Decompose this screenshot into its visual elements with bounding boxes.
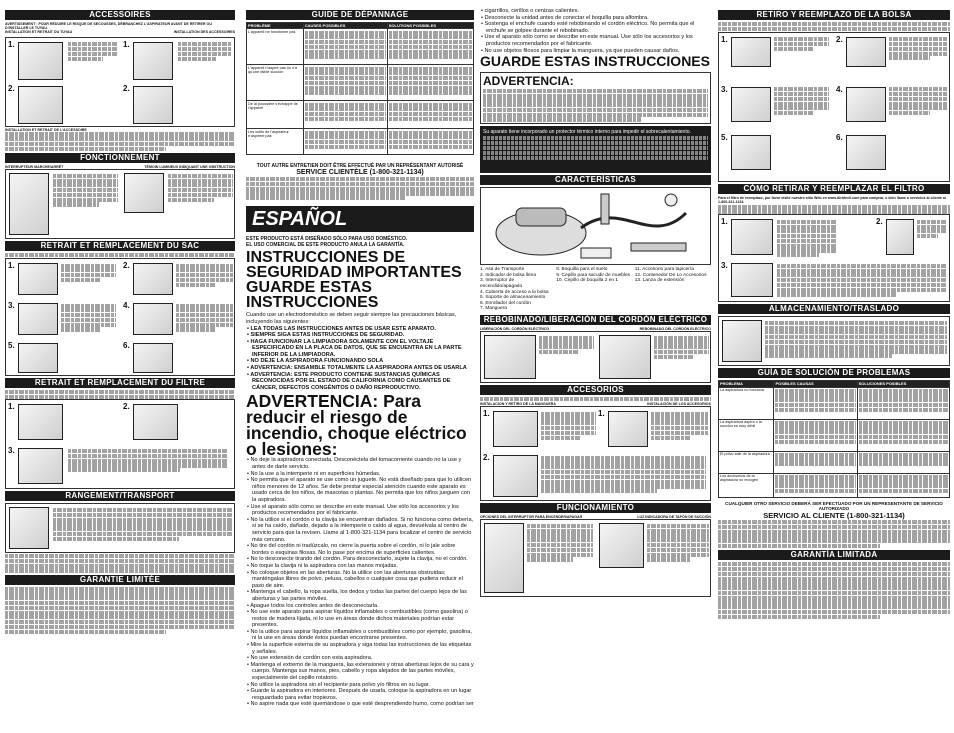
retrait-filtre-header: RETRAIT ET REMPLACEMENT DU FILTRE (5, 378, 235, 388)
retrait-filtre-illustrations: 1. 2. 3. (5, 399, 235, 489)
feature-item: 12. Contenedor De Lo Accesorios (634, 272, 707, 278)
depannage-table: PROBLÈME CAUSES POSSIBLES SOLUTIONS POSSIBLES L'appareil ne fonctionne pas L'appareil n'aspire pas ou n'a qu'une faible succion De la poussière s'échappe de l'appareil Les outils de l'aspirateur n'aspirent pas (246, 22, 474, 155)
guia-header: GUÍA DE SOLUCIÓN DE PROBLEMAS (718, 368, 950, 378)
safety-bullets (246, 326, 474, 392)
features-list (480, 267, 711, 312)
accessory-illustration-2 (133, 86, 173, 124)
bullet-item: • NO DEJE LA ASPIRADORA FUNCIONANDO SOLA (247, 358, 384, 365)
bullet-item: • LEA TODAS LAS INSTRUCCIONES ANTES DE USAR ESTE APARATO. (247, 325, 436, 332)
problem-row: Les outils de l'aspirateur n'aspirent pas (247, 129, 304, 155)
fonctionnement-header: FONCTIONNEMENT (5, 153, 235, 163)
rebobinado-header: REBOBINADO/LIBERACIÓN DEL CORDÓN ELÉCTRICO (480, 315, 711, 325)
bolsa-illustrations: 1. 2. 3. 4. 5. 6. (718, 32, 950, 182)
problem-row: El polvo sale de la aspiradora (719, 451, 774, 473)
bullet-item: • No deje la aspiradora conectada. Desconéctela del tomacorriente cuando no la use y antes de darle servicio. (247, 457, 462, 471)
switch-options-heading: OPCIONES DEL INTERRUPTOR PARA ENCENDER/APAGAR (480, 515, 583, 520)
feature-item: 11. Accesorio para tapicería (634, 267, 694, 273)
bullet-item: • Mantenga el extremo de la manguera, las extensiones y otras aberturas lejos de su cara y cuerpo. Mantenga sus manos, pies, cabello y ropa alejados de las partes móviles, especialmente del cepillo rotatorio. (247, 661, 474, 682)
service-line-es: CUALQUIER OTRO SERVICIO DEBERÁ SER EFECTUADO POR UN REPRESENTANTE DE SERVICIO AUTORIZADO (725, 500, 943, 511)
continued-bullets (480, 8, 711, 54)
bullet-item: • HAGA FUNCIONAR LA LIMPIADORA SOLAMENTE CON EL VOLTAJE ESPECIFICADO EN LA PLACA DE DATOS, QUE SE ENCUENTRA EN LA PARTE INFERIOR DE LA LIMPIADORA. (247, 338, 462, 358)
manguera-heading: INSTALACION Y RETIRO DE LA MANGUERA (480, 401, 556, 406)
espanol-banner: ESPAÑOL (246, 206, 474, 232)
funcionamiento-illustrations (480, 519, 711, 597)
hose-illustration-2 (18, 86, 63, 124)
bullet-item: • SIEMPRE SIGA ESTAS INSTRUCCIONES DE SEGURIDAD. (247, 332, 405, 339)
service-phone-es: SERVICIO AL CLIENTE (1-800-321-1134) (763, 510, 905, 520)
feature-item: 3. Interruptor de encendido/apagado (480, 278, 523, 289)
guarde-title: GUARDE ESTAS INSTRUCCIONES (480, 53, 710, 70)
accessoires-illustrations: 1. 1. 2. 2. (5, 37, 235, 127)
bullet-item: • No aspire nada que esté quemándose o que esté desprendiendo humo, como podrían ser (247, 701, 474, 708)
feature-item: 9. Cepillo para sacudir de muebles (556, 272, 631, 278)
bullet-item: • Guarde la aspiradora en interiores. Después de usarla, coloque la aspiradora en un lugar resguardado para evitar tropiezos. (247, 688, 472, 701)
bullet-item: • Sostenga el enchufe cuando esté rebobinando el cordón eléctrico. No permita que el enchufe se golpee durante el rebobinado. (481, 21, 695, 34)
rebobinado-heading: REBOBINADO DEL CORDÓN ELÉCTRICO (639, 326, 711, 331)
problem-row: L'appareil ne fonctionne pas (247, 29, 304, 65)
feature-item: 4. Cubierta de acceso a la bolsa (480, 289, 549, 295)
problem-row: La aspiradora aspira o la succión es muy débil (719, 419, 774, 451)
column-french-1 (5, 8, 235, 729)
advertencia-heading: ADVERTENCIA: Para reducir el riesgo de incendio, choque eléctrico o lesiones: (246, 391, 467, 460)
fonctionnement-illustrations (5, 169, 235, 239)
column-3 (480, 8, 711, 729)
guia-table: PROBLEMA POSIBLES CAUSAS SOLUCIONES POSIBLES La aspiradora no funciona La aspiradora aspira o la succión es muy débil El polvo sale de la aspiradora Los accesorios de la aspiradora no recogen (718, 380, 950, 497)
depannage-header: GUIDE DE DÉPANNAGE (246, 10, 474, 20)
bullet-item: • No utilice la aspiradora sin el recipiente para polvo y/o filtros en su lugar. (247, 681, 430, 688)
filtro-illustrations: 1. 2. 3. (718, 214, 950, 302)
bullet-item: • Mantenga el cabello, la ropa suelta, los dedos y todas las partes del cuerpo lejos de las aberturas y las partes móviles. (247, 589, 467, 602)
install-retrait-heading: INSTALLATION ET RETRAIT DE L'ACCESSOIRE (5, 127, 87, 132)
feature-item: 8. Boquilla para el suelo (556, 267, 608, 273)
feature-item: 10. Cepillo de boquilla 2 en 1 (556, 278, 619, 284)
rangement-block (5, 503, 235, 553)
almacenamiento-block (718, 316, 950, 366)
bullet-item: • No tire del cordón ni tradúzcalo, no cierre la puerta sobre el cordón, ni lo jale sobre bordes o esquinas filosas. No lo pase por encima de superficies calientes. (247, 543, 456, 556)
bullet-item: • No use objetos filosos para limpiar la manguera, ya que pueden causar daños. (481, 47, 680, 54)
garantia-header: GARANTÍA LIMITADA (718, 550, 950, 560)
uso-comercial: EL USO COMERCIAL DE ESTE PRODUCTO ANULA LA GARANTÍA. (246, 242, 405, 249)
bullet-item: • No use este aparato para aspirar líquidos inflamables o combustibles (como gasolina) o restos de madera lijada, ni lo use en áreas donde dichos materiales podrían estar presentes. (247, 609, 468, 629)
garantie-header: GARANTIE LIMITÉE (5, 575, 235, 585)
warning-bullets (246, 457, 474, 708)
caracteristicas-header: CARACTERÍSTICAS (480, 175, 711, 185)
bullet-item: • Use el aparato sólo como se describe en este manual. Use sólo los accesorios y los productos recomendados por el fabricante. (247, 503, 459, 517)
almacenamiento-header: ALMACENAMIENTO/TRASLADO (718, 304, 950, 314)
column-4 (718, 8, 950, 729)
filtro-header: CÓMO RETIRAR Y REEMPLAZAR EL FILTRO (718, 184, 950, 194)
feature-item: 1. Asa de Transporte (480, 267, 525, 273)
bullet-item: • No permita que el aparato se use como un juguete. No está diseñado para que lo utilicen niños menores de 12 años. Se debe prestar especial atención cuando este aparato es usado cerca de los niños, de mascotas o plantas. No permita que los niños jueguen con la aspiradora. (247, 477, 472, 503)
bullet-item: • No coloque objetos en las aberturas. No la utilice con las aberturas obstruidas; manténgalas libres de polvo, pelusa, cabellos o cualquier cosa que pudiera reducir el paso de aire. (247, 569, 463, 589)
rangement-header: RANGEMENT/TRANSPORT (5, 491, 235, 501)
thermal-protector-box: Su aparato tiene incorporado un protector térmico interno para impedir el sobrecalentamiento. (480, 126, 711, 173)
accesorios-install-heading: INSTALACIÓN DE LOS ACCESORIOS (647, 401, 711, 406)
service-line-fr: TOUT AUTRE ENTRETIEN DOIT ÊTRE EFFECTUÉ PAR UN REPRÉSENTANT AUTORISÉ (256, 163, 464, 170)
uso-domestico: ESTE PRODUCTO ESTÁ DISEÑADO SÓLO PARA USO DOMÉSTICO. (246, 236, 408, 243)
bullet-item: • Use el aparato sólo como se describe en este manual. Use sólo los accesorios y los productos recomendados por el fabricante. (481, 34, 693, 47)
bullet-item: • Desconecte la unidad antes de conectar el boquilla para alfombra. (481, 14, 649, 21)
problem-row: L'appareil n'aspire pas ou n'a qu'une faible succion (247, 65, 304, 101)
liberacion-heading: LIBERACIÓN DEL CORDÓN ELÉCTRICO (480, 326, 550, 331)
rebobinado-illustrations (480, 331, 711, 383)
bullet-item: • Apague todos los controles antes de desconectarla. (247, 602, 379, 609)
bullet-item: • No la utilice si el cordón o la clavija se encuentran dañados. Si no funciona como debería, si se ha caído, dañado, dejado a la intemperie o caído al agua, devuélvala al centro de servicio para que la revisen. Llame al 1-800-321-1134 para localizar el centro de servicio más cercano. (247, 516, 474, 543)
feature-item: 2. Indicador de bolsa llena (480, 272, 537, 278)
bullet-item: • No lo desconecte tirando del cordón. Para desconectarlo, sujete la clavija, no el cordón. (247, 556, 468, 563)
feature-item: 7. Manguera (480, 306, 507, 312)
bullet-item: • cigarrillos, cerillos o cenizas calientes. (481, 8, 580, 14)
install-tuyau-heading: INSTALLATION ET RETRAIT DU TUYAU (5, 30, 73, 35)
retrait-sac-header: RETRAIT ET REMPLACEMENT DU SAC (5, 241, 235, 251)
bullet-item: • Mire la superficie externa de su aspiradora y siga todas las instrucciones de las etiquetas y señales. (247, 642, 472, 655)
feature-item: 5. Soporte de almacenamiento (480, 295, 546, 301)
accesorios-header: ACCESORIOS (480, 385, 711, 395)
suction-indicator-heading: LUZ INDICADORA DE TAPÓN DE SUCCIÓN (637, 515, 711, 520)
temoin-heading: TÉMOIN LUMINEUX INDIQUANT UNE OBSTRUCTION (144, 164, 235, 169)
vacuum-diagram (480, 187, 711, 265)
bullet-item: • No la use a la intemperie ni en superficies húmedas. (247, 470, 381, 477)
problem-row: Los accesorios de la aspiradora no recogen (719, 473, 774, 497)
intro-text: Cuando use un electrodoméstico se deben seguir siempre las precauciones básicas, incluyendo las siguientes: (246, 312, 457, 325)
feature-item: 13. Lanza de extensión (634, 278, 685, 284)
install-accessoires-heading: INSTALLATION DES ACCESSOIRES (173, 30, 235, 35)
indicator-illustration (124, 173, 164, 213)
filtro-note: Para el filtro de reemplazo, por favor visite nuestro sitio Web en www.dirtdevil.com para comprar, o bien llame a servicios al cliente al 1-800-321-1134. (718, 195, 946, 204)
advertencia-box: ADVERTENCIA: (480, 72, 711, 124)
problem-row: La aspiradora no funciona (719, 387, 774, 419)
accessoires-warning: AVERTISSEMENT : POUR RÉDUIRE LE RISQUE DE SECOUSSES, DÉBRANCHEZ L'ASPIRATEUR AVANT DE RETIRER OU D'INSTALLER LE TUYAU. (5, 22, 212, 31)
service-phone-fr: SERVICE CLIENTÈLE (1-800-321-1134) (296, 169, 424, 177)
retiro-bolsa-header: RETIRO Y REEMPLAZO DE LA BOLSA (718, 10, 950, 20)
problem-row: De la poussière s'échappe de l'appareil (247, 101, 304, 129)
interrupteur-heading: INTERRUPTEUR MARCHE/ARRÊT (5, 164, 64, 169)
column-2 (246, 8, 474, 729)
bullet-item: • ADVERTENCIA: ESTE PRODUCTO CONTIENE SUSTANCIAS QUÍMICAS RECONOCIDAS POR EL ESTADO DE CALIFORNIA COMO CAUSANTES DE CÁNCER, DEFECTOS CONGÉNITOS O DAÑO REPRODUCTIVO. (247, 371, 451, 391)
accessoires-header: ACCESSOIRES (5, 10, 235, 20)
feature-item: 6. Enrollador del cordón (480, 300, 531, 306)
funcionamiento-header: FUNCIONAMIENTO (480, 503, 711, 513)
accesorios-illustrations: 1. 1. 2. (480, 406, 711, 501)
bullet-item: • No use extensión de cordón con esta aspiradora. (247, 655, 373, 662)
instrucciones-title: INSTRUCCIONES DE SEGURIDAD IMPORTANTES GUARDE ESTAS INSTRUCCIONES (246, 249, 462, 312)
bullet-item: • ADVERTENCIA: ENSAMBLE TOTALMENTE LA ASPIRADORA ANTES DE USARLA (247, 365, 467, 372)
vacuum-parts-diagram (481, 188, 710, 264)
hose-illustration (18, 42, 63, 80)
switch-illustration (9, 173, 49, 235)
bullet-item: • No toque la clavija ni la aspiradora con las manos mojadas. (247, 562, 398, 569)
bullet-item: • No la utilice para aspirar líquidos inflamables o combustibles como por ejemplo, gasolina, ni la use en áreas donde éstos puedan encontrarse presentes. (247, 628, 472, 642)
accessory-illustration (133, 42, 173, 80)
retrait-sac-illustrations: 1. 2. 3. 4. 5. 6. (5, 258, 235, 376)
